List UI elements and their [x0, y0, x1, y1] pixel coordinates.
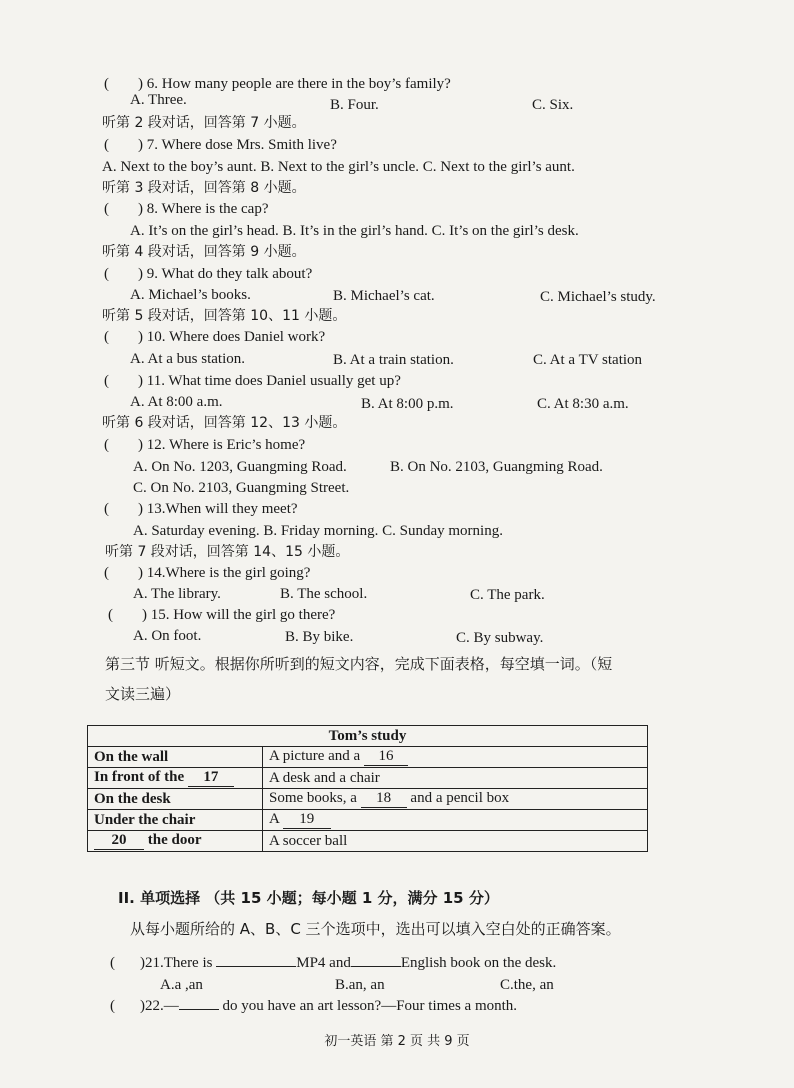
q11-option-c: C. At 8:30 a.m. [537, 396, 629, 412]
section-6-instruction: 听第 6 段对话，回答第 12、13 小题。 [102, 415, 347, 431]
section-3-instruction: 听第 3 段对话，回答第 8 小题。 [102, 180, 306, 196]
table-cell-item: A desk and a chair [263, 768, 648, 789]
question-10: ( ) 10. Where does Daniel work? [104, 329, 326, 345]
q12-option-c: C. On No. 2103, Guangming Street. [133, 480, 350, 496]
q6-option-c: C. Six. [532, 97, 574, 113]
question-7: ( ) 7. Where dose Mrs. Smith live? [104, 137, 337, 153]
table-cell-item: A soccer ball [263, 831, 648, 852]
question-21: ( )21.There is MP4 and English book on the desk. [110, 955, 557, 971]
q10-option-b: B. At a train station. [333, 352, 454, 368]
section-2-instruction: 听第 2 段对话，回答第 7 小题。 [102, 115, 306, 131]
part-3-heading-line2: 文读三遍） [105, 685, 181, 703]
answer-blank-17[interactable]: 17 [188, 769, 234, 787]
question-12: ( ) 12. Where is Eric’s home? [104, 437, 306, 453]
q14-option-c: C. The park. [470, 587, 545, 603]
table-cell-item: Some books, a 18 and a pencil box [263, 789, 648, 810]
page-footer: 初一英语 第 2 页 共 9 页 [324, 1034, 470, 1049]
question-11: ( ) 11. What time does Daniel usually get up? [104, 373, 401, 389]
q13-options: A. Saturday evening. B. Friday morning. C. Sunday morning. [133, 523, 503, 539]
table-cell-item: A picture and a 16 [263, 747, 648, 768]
table-cell-location: 20 the door [88, 831, 263, 852]
q10-option-c: C. At a TV station [533, 352, 643, 368]
question-14: ( ) 14.Where is the girl going? [104, 565, 311, 581]
q8-options: A. It’s on the girl’s head. B. It’s in the girl’s hand. C. It’s on the girl’s desk. [130, 223, 579, 239]
q12-option-b: B. On No. 2103, Guangming Road. [390, 459, 603, 475]
q12-option-a: A. On No. 1203, Guangming Road. [133, 459, 347, 475]
table-cell-location: Under the chair [88, 810, 263, 831]
question-13: ( ) 13.When will they meet? [104, 501, 298, 517]
q11-option-a: A. At 8:00 a.m. [130, 394, 223, 410]
table-cell-location: On the desk [88, 789, 263, 810]
table-cell-location: In front of the 17 [88, 768, 263, 789]
answer-blank-16[interactable]: 16 [364, 748, 408, 766]
table-title: Tom’s study [88, 726, 648, 747]
q15-option-c: C. By subway. [456, 630, 544, 646]
question-6: ( ) 6. How many people are there in the boy’s family? [104, 76, 451, 92]
q14-option-a: A. The library. [133, 586, 221, 602]
answer-blank-19[interactable]: 19 [283, 811, 331, 829]
bleed-through-text [560, 70, 563, 86]
section-7-instruction: 听第 7 段对话，回答第 14、15 小题。 [105, 544, 350, 560]
question-22: ( )22.— do you have an art lesson?—Four times a month. [110, 998, 518, 1014]
answer-blank-18[interactable]: 18 [361, 790, 407, 808]
answer-blank-21b[interactable] [351, 966, 401, 967]
toms-study-table [87, 725, 648, 852]
answer-blank-22[interactable] [179, 1009, 219, 1010]
q9-option-c: C. Michael’s study. [540, 289, 656, 305]
question-8: ( ) 8. Where is the cap? [104, 201, 269, 217]
q21-option-c: C.the, an [500, 977, 554, 993]
table-title-row [88, 726, 648, 747]
q9-option-b: B. Michael’s cat. [333, 288, 435, 304]
section-4-instruction: 听第 4 段对话，回答第 9 小题。 [102, 244, 306, 260]
table-row [88, 768, 648, 789]
table-row [88, 789, 648, 810]
table-cell-item: A 19 [263, 810, 648, 831]
q7-options: A. Next to the boy’s aunt. B. Next to the girl’s uncle. C. Next to the girl’s aunt. [102, 159, 575, 175]
section-5-instruction: 听第 5 段对话，回答第 10、11 小题。 [102, 308, 347, 324]
q6-option-a: A. Three. [130, 92, 187, 108]
q21-option-a: A.a ,an [160, 977, 203, 993]
part-2-title: II. 单项选择 （共 15 小题；每小题 1 分，满分 15 分） [118, 889, 499, 907]
answer-blank-20[interactable]: 20 [94, 832, 144, 850]
q9-option-a: A. Michael’s books. [130, 287, 251, 303]
q21-option-b: B.an, an [335, 977, 385, 993]
table-row [88, 747, 648, 768]
q14-option-b: B. The school. [280, 586, 368, 602]
table-row [88, 831, 648, 852]
part-3-heading-line1: 第三节 听短文。根据你所听到的短文内容，完成下面表格，每空填一词。（短 [105, 655, 613, 673]
answer-blank-21a[interactable] [216, 966, 296, 967]
q6-option-b: B. Four. [330, 97, 379, 113]
q10-option-a: A. At a bus station. [130, 351, 245, 367]
table-row [88, 810, 648, 831]
question-9: ( ) 9. What do they talk about? [104, 266, 313, 282]
answer-paren: ( [104, 76, 109, 92]
part-2-instruction: 从每小题所给的 A、B、C 三个选项中，选出可以填入空白处的正确答案。 [130, 920, 621, 938]
q11-option-b: B. At 8:00 p.m. [361, 396, 454, 412]
table-cell-location: On the wall [88, 747, 263, 768]
q15-option-a: A. On foot. [133, 628, 202, 644]
question-15: ( ) 15. How will the girl go there? [108, 607, 336, 623]
q15-option-b: B. By bike. [285, 629, 354, 645]
